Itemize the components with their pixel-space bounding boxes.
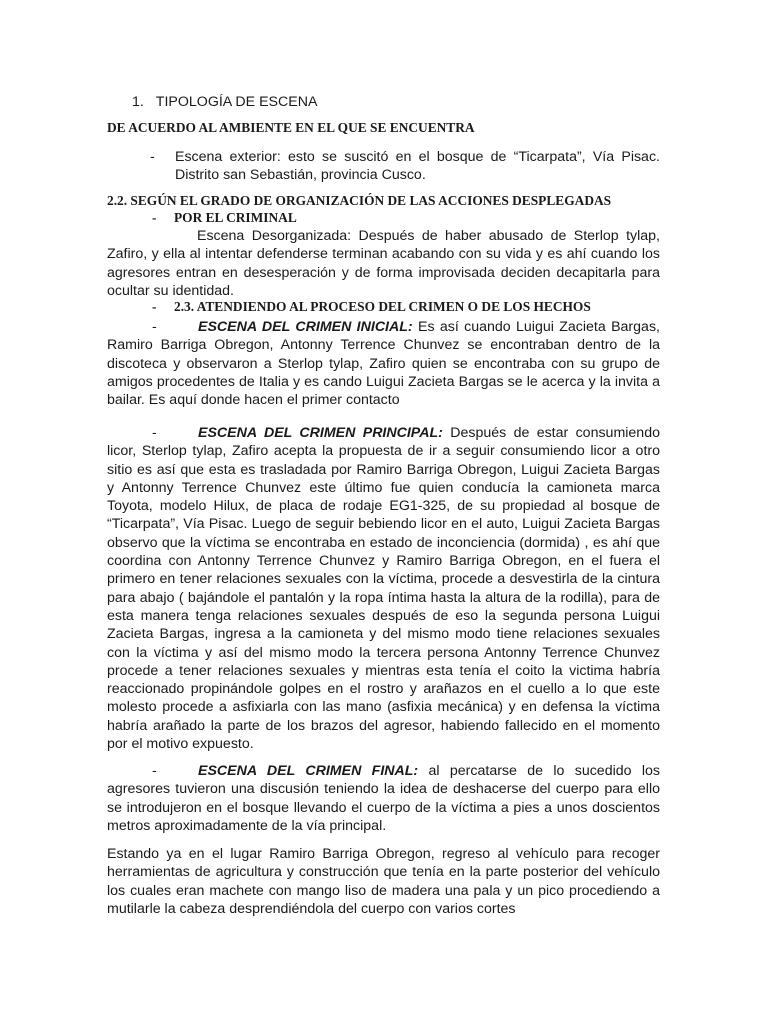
desorganizada-text: Escena Desorganizada: Después de haber abusado de Sterlop tylap, Zafiro, y ella al intentar defenderse terminan acabando con su vida y es ahí cuando los agresores entran en desesperación y de forma improvisada deciden decapitarla para ocultar su identidad. bbox=[107, 228, 660, 299]
heading-title: TIPOLOGÍA DE ESCENA bbox=[155, 94, 318, 110]
final-paragraph bbox=[107, 762, 660, 835]
proceso-title: 2.3. ATENDIENDO AL PROCESO DEL CRIMEN O DE LOS HECHOS bbox=[174, 299, 591, 314]
ambiente-bullet-dash: - bbox=[150, 149, 155, 165]
heading-number: 1. bbox=[132, 94, 144, 110]
inicial-text: Es así cuando Luigui Zacieta Bargas, Ramiro Barriga Obregon, Antonny Terrence Chunvez se encontraban dentro de la discoteca y observaron a Sterlop tylap, Zafiro quien se encontraba con su grupo de amigos procedentes de Italia y es cando Luigui Zacieta Bargas se le acerca y la invita a bailar. Es aquí donde hacen el primer contacto bbox=[107, 319, 660, 409]
inicial-paragraph bbox=[107, 318, 660, 409]
section-heading bbox=[132, 93, 632, 111]
principal-label: ESCENA DEL CRIMEN PRINCIPAL: bbox=[198, 425, 443, 441]
principal-paragraph bbox=[107, 424, 660, 753]
final-text: al percatarse de lo sucedido los agresores tuvieron una discusión teniendo la idea de deshacerse del cuerpo para ello se introdujeron en el bosque llevando el cuerpo de la víctima a pies a unos doscientos metros aproximadamente de la vía principal. bbox=[107, 763, 660, 834]
final-dash: - bbox=[152, 763, 157, 779]
criminal-subtitle: POR EL CRIMINAL bbox=[174, 210, 297, 225]
inicial-label: ESCENA DEL CRIMEN INICIAL: bbox=[198, 319, 413, 335]
proceso-dash: - bbox=[152, 299, 157, 314]
ambiente-bullet-text: Escena exterior: esto se suscitó en el bosque de “Ticarpata”, Vía Pisac. Distrito san Sebastián, provincia Cusco. bbox=[175, 149, 660, 184]
organizacion-title: 2.2. SEGÚN EL GRADO DE ORGANIZACIÓN DE LAS ACCIONES DESPLEGADAS bbox=[107, 193, 612, 208]
desorganizada-paragraph bbox=[107, 227, 660, 300]
criminal-dash: - bbox=[152, 210, 157, 225]
final-label: ESCENA DEL CRIMEN FINAL: bbox=[198, 763, 419, 779]
principal-dash: - bbox=[152, 425, 157, 441]
inicial-dash: - bbox=[152, 319, 157, 335]
ambiente-title: DE ACUERDO AL AMBIENTE EN EL QUE SE ENCUENTRA bbox=[107, 120, 475, 135]
principal-text: Después de estar consumiendo licor, Sterlop tylap, Zafiro acepta la propuesta de ir a seguir consumiendo licor a otro sitio es así que esta es trasladada por Ramiro Barriga Obregon, Luigui Zacieta Bargas y Antonny Terrence Chunvez este último fue quien conducía la camioneta marca Toyota, modelo Hilux, de placa de rodaje EG1-325, de su propiedad al bosque de “Ticarpata”, Vía Pisac. Luego de seguir bebiendo licor en el auto, Luigui Zacieta Bargas observo que la víctima se encontraba en estado de inconciencia (dormida) , es ahí que coordina con Antonny Terrence Chunvez y Ramiro Barriga Obregon, en el fuera el primero en tener relaciones sexuales con la víctima, procede a desvestirla de la cintura para abajo ( bajándole el pantalón y la ropa íntima hasta la altura de la rodilla), para de esta manera tenga relaciones sexuales después de eso la segunda persona Luigui Zacieta Bargas, ingresa a la camioneta y del mismo modo tiene relaciones sexuales con la víctima y así del mismo modo la tercera persona Antonny Terrence Chunvez procede a tener relaciones sexuales y mientras esta tenía el coito la victima habría reaccionado propinándole golpes en el rostro y arañazos en el cuello a lo que este molesto procede a asfixiarla con las mano (asfixia mecánica) y en defensa la víctima habría arañado la parte de los brazos del agresor, habiendo fallecido en el momento por el motivo expuesto. bbox=[107, 425, 660, 753]
closing-paragraph: Estando ya en el lugar Ramiro Barriga Obregon, regreso al vehículo para recoger herramientas de agricultura y construcción que tenía en la parte posterior del vehículo los cuales eran machete con mango liso de madera una pala y un pico procediendo a mutilarle la cabeza desprendiéndola del cuerpo con varios cortes bbox=[107, 846, 660, 917]
